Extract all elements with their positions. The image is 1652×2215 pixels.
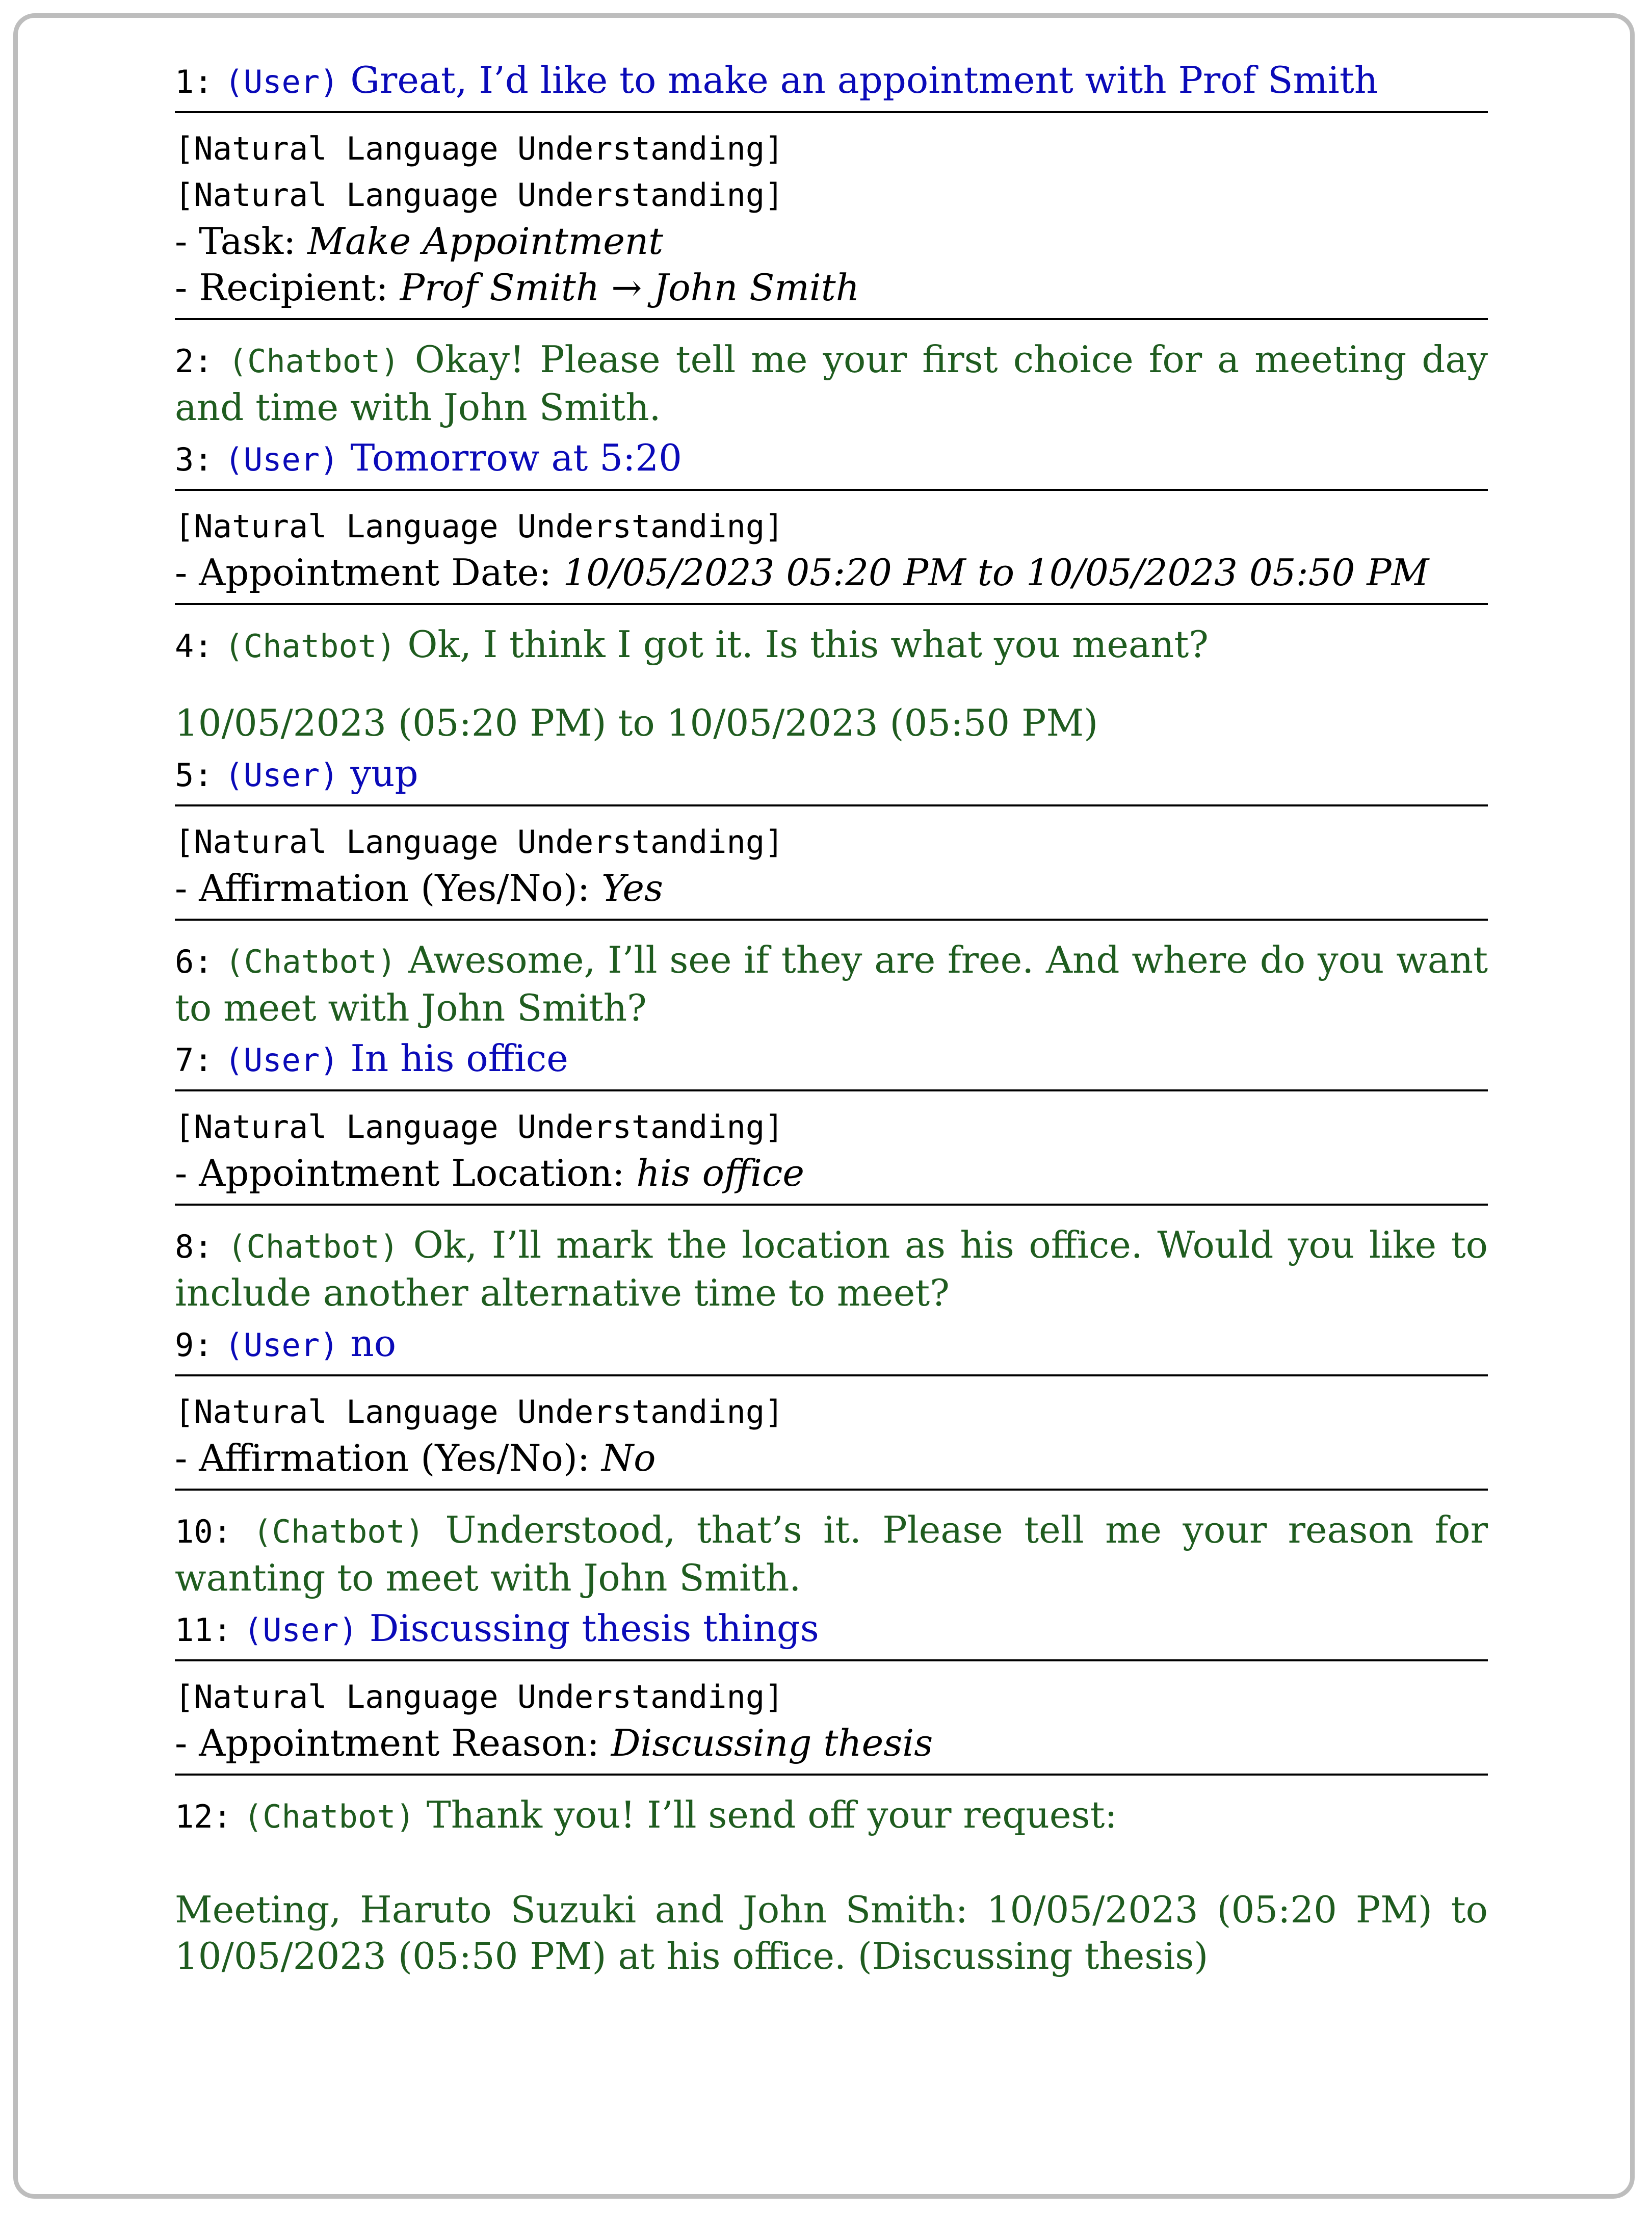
- nlu-field: [175, 1720, 1488, 1766]
- nlu-field-value: his office: [636, 1152, 804, 1194]
- nlu-block: [175, 806, 1488, 919]
- chatbot-turn: [175, 605, 1488, 746]
- speaker-user: (User): [224, 1326, 339, 1364]
- chatbot-turn: [175, 1491, 1488, 1601]
- nlu-field-value: No: [601, 1437, 656, 1479]
- chatbot-message: Understood, that’s it. Please tell me your reason for wanting to meet with John Smith.: [175, 1508, 1488, 1599]
- nlu-field: [175, 218, 1488, 265]
- nlu-field-value: Prof Smith → John Smith: [400, 266, 860, 309]
- nlu-field-label: - Appointment Date:: [175, 551, 563, 594]
- turn-number: 10:: [175, 1513, 232, 1550]
- nlu-header: [Natural Language Understanding]: [175, 176, 784, 214]
- chatbot-turn: [175, 1206, 1488, 1316]
- dialogue-transcript: [175, 57, 1488, 1979]
- nlu-field-label: - Appointment Location:: [175, 1152, 637, 1194]
- nlu-field-label: - Recipient:: [175, 266, 400, 309]
- turn-number: 2:: [175, 343, 213, 380]
- turn-number: 3:: [175, 441, 213, 478]
- speaker-chatbot: (Chatbot): [243, 1798, 415, 1835]
- nlu-field-label: - Appointment Reason:: [175, 1722, 611, 1764]
- nlu-header: [Natural Language Understanding]: [175, 508, 784, 545]
- nlu-field-label: - Affirmation (Yes/No):: [175, 1437, 602, 1479]
- chatbot-message: Ok, I’ll mark the location as his office. Would you like to include another alternative time to meet?: [175, 1223, 1488, 1314]
- nlu-field-label: - Affirmation (Yes/No):: [175, 867, 602, 909]
- turn-number: 11:: [175, 1611, 232, 1649]
- user-message: Great, I’d like to make an appointment with Prof Smith: [350, 59, 1378, 101]
- turn-number: 12:: [175, 1798, 232, 1835]
- nlu-field: [175, 265, 1488, 311]
- user-message: Tomorrow at 5:20: [350, 436, 682, 479]
- turn-number: 1:: [175, 63, 213, 100]
- nlu-header: [Natural Language Understanding]: [175, 823, 784, 861]
- turn-number: 5:: [175, 757, 213, 794]
- speaker-chatbot: (Chatbot): [228, 343, 400, 380]
- nlu-block: [175, 113, 1488, 318]
- nlu-block: [175, 1376, 1488, 1489]
- speaker-user: (User): [224, 441, 339, 478]
- chatbot-message: Okay! Please tell me your first choice for a meeting day and time with John Smith.: [175, 338, 1488, 429]
- speaker-user: (User): [224, 757, 339, 794]
- speaker-chatbot: (Chatbot): [224, 628, 396, 665]
- user-turn: [175, 431, 1488, 483]
- nlu-field: [175, 865, 1488, 911]
- speaker-chatbot: (Chatbot): [253, 1513, 425, 1550]
- nlu-field-value: 10/05/2023 05:20 PM to 10/05/2023 05:50 PM: [563, 551, 1429, 594]
- chatbot-turn: [175, 921, 1488, 1031]
- speaker-user: (User): [243, 1611, 358, 1649]
- user-turn: [175, 57, 1488, 105]
- chatbot-turn: [175, 320, 1488, 431]
- nlu-field-value: Yes: [601, 867, 663, 909]
- turn-number: 9:: [175, 1326, 213, 1364]
- user-message: no: [350, 1322, 397, 1365]
- user-turn: [175, 746, 1488, 798]
- nlu-header: [Natural Language Understanding]: [175, 1108, 784, 1145]
- speaker-chatbot: (Chatbot): [227, 1228, 399, 1265]
- chatbot-message: Awesome, I’ll see if they are free. And where do you want to meet with John Smith?: [175, 939, 1488, 1029]
- turn-number: 6:: [175, 943, 213, 980]
- turn-number: 4:: [175, 628, 213, 665]
- nlu-header: [Natural Language Understanding]: [175, 1393, 784, 1430]
- nlu-block: [175, 1661, 1488, 1774]
- chatbot-message: Ok, I think I got it. Is this what you meant?: [407, 623, 1209, 666]
- nlu-field-value: Discussing thesis: [611, 1722, 933, 1764]
- chatbot-confirmation-summary: 10/05/2023 (05:20 PM) to 10/05/2023 (05:50 PM): [175, 701, 1098, 744]
- nlu-field: [175, 1435, 1488, 1481]
- nlu-field: [175, 550, 1488, 596]
- user-message: In his office: [350, 1037, 568, 1080]
- nlu-field: [175, 1150, 1488, 1196]
- speaker-user: (User): [224, 63, 339, 100]
- chatbot-request-summary: Meeting, Haruto Suzuki and John Smith: 10/05/2023 (05:20 PM) to 10/05/2023 (05:50 PM) at his office. (Discussing thesis): [175, 1888, 1488, 1977]
- user-turn: [175, 1031, 1488, 1083]
- user-message: yup: [350, 752, 418, 795]
- nlu-field-label: - Task:: [175, 220, 308, 263]
- user-turn: [175, 1316, 1488, 1368]
- nlu-header: [Natural Language Understanding]: [175, 1678, 784, 1715]
- chatbot-turn: [175, 1776, 1488, 1979]
- speaker-chatbot: (Chatbot): [225, 943, 397, 980]
- user-message: Discussing thesis things: [369, 1607, 819, 1650]
- turn-number: 7:: [175, 1041, 213, 1079]
- nlu-field-value: Make Appointment: [307, 220, 664, 263]
- nlu-block: [175, 491, 1488, 603]
- nlu-header: [Natural Language Understanding]: [175, 130, 784, 167]
- nlu-block: [175, 1091, 1488, 1204]
- user-turn: [175, 1601, 1488, 1653]
- chatbot-message: Thank you! I’ll send off your request:: [426, 1793, 1117, 1836]
- speaker-user: (User): [224, 1041, 339, 1079]
- turn-number: 8:: [175, 1228, 213, 1265]
